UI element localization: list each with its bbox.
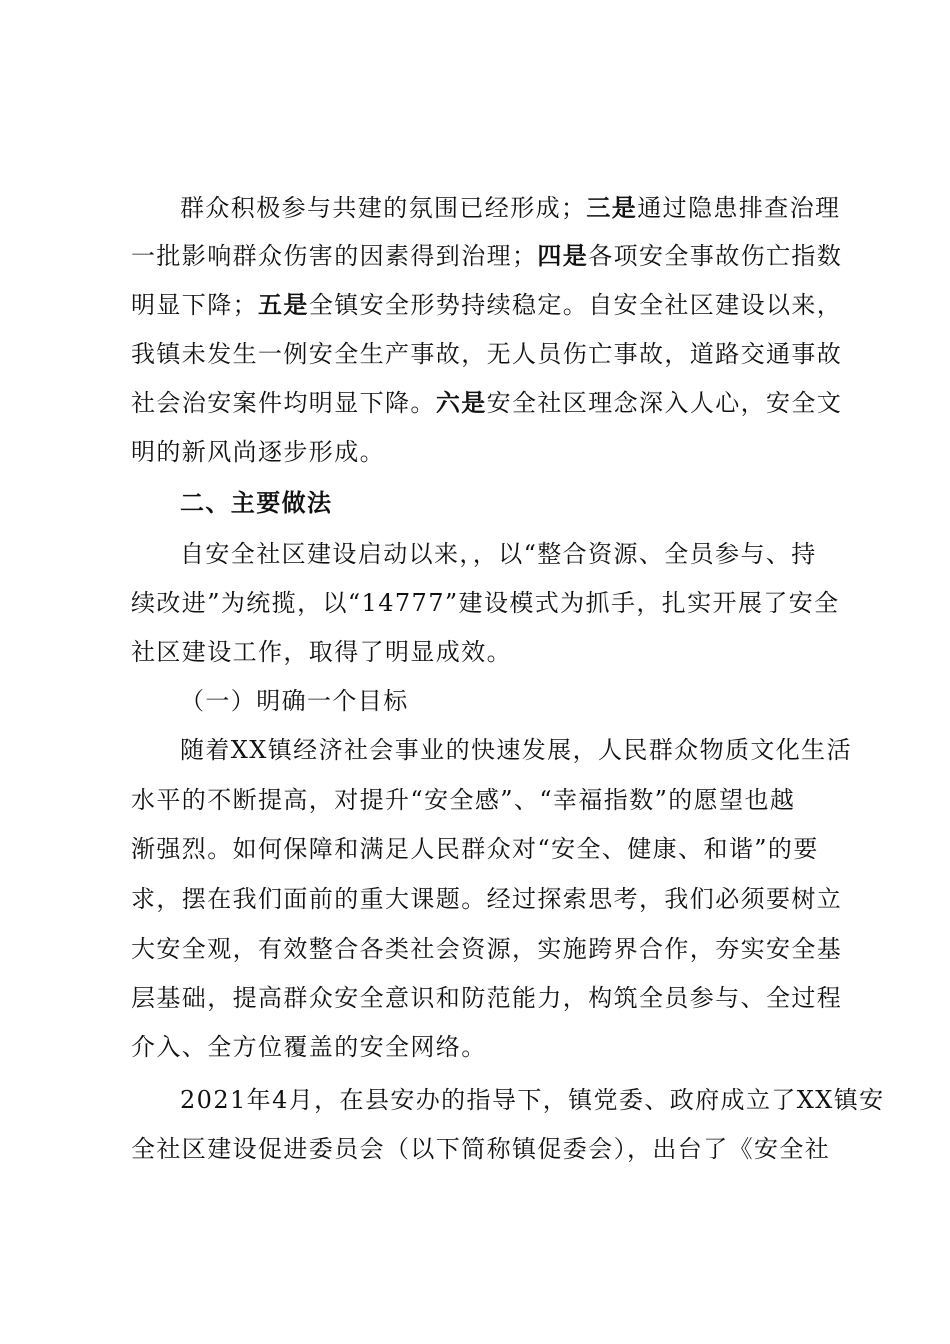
bold-marker: 三是 [586, 193, 638, 222]
last-paragraph-line-1: 2021年4月，在县安办的指导下，镇党委、政府成立了XX镇安 [180, 1086, 885, 1114]
intro-line-1: 自安全社区建设启动以来，，以“整合资源、全员参与、持 [180, 540, 817, 568]
paragraph-1-line-4: 我镇未发生一例安全生产事故，无人员伤亡事故，道路交通事故 [131, 340, 843, 368]
body-line-6: 层基础，提高群众安全意识和防范能力，构筑全员参与、全过程 [131, 984, 843, 1012]
body-line-3: 渐强烈。如何保障和满足人民群众对“安全、健康、和谐”的要 [131, 835, 819, 863]
body-line-7: 介入、全方位覆盖的安全网络。 [131, 1033, 487, 1061]
bold-marker: 五是 [258, 290, 309, 319]
body-line-5: 大安全观，有效整合各类社会资源，实施跨界合作，夯实安全基 [131, 935, 843, 963]
paragraph-1-line-5 [131, 388, 842, 418]
body-line-2: 水平的不断提高，对提升“安全感”、“幸福指数”的愿望也越 [131, 786, 796, 814]
text-run: 群众积极参与共建的氛围已经形成； [180, 194, 587, 222]
text-run: 通过隐患排查治理 [637, 194, 841, 222]
bold-marker: 四是 [537, 241, 589, 270]
text-run: 社会治安案件均明显下降。 [131, 389, 436, 417]
section-heading: 二、主要做法 [180, 488, 333, 517]
text-run: 各项安全事故伤亡指数 [588, 242, 843, 270]
body-line-4: 求，摆在我们面前的重大课题。经过探索思考，我们必须要树立 [131, 885, 843, 913]
paragraph-1-line-2 [131, 241, 842, 271]
paragraph-1-line-3 [131, 290, 842, 320]
paragraph-1-line-1 [180, 193, 840, 223]
paragraph-1-line-6: 明的新风尚逐步形成。 [131, 438, 385, 466]
intro-line-2: 续改进”为统揽，以“14777”建设模式为抓手，扎实开展了安全 [131, 589, 840, 617]
body-line-1: 随着XX镇经济社会事业的快速发展，人民群众物质文化生活 [180, 736, 852, 764]
text-run: 明显下降； [131, 291, 258, 319]
text-run: 安全社区理念深入人心，安全文 [486, 389, 843, 417]
bold-marker: 六是 [435, 388, 487, 417]
intro-line-3: 社区建设工作，取得了明显成效。 [131, 638, 512, 666]
text-run: 一批影响群众伤害的因素得到治理； [131, 242, 538, 270]
text-run: 全镇安全形势持续稳定。自安全社区建设以来， [308, 291, 843, 319]
subheading: （一）明确一个目标 [180, 687, 409, 715]
last-paragraph-line-2: 全社区建设促进委员会（以下简称镇促委会），出台了《安全社 [131, 1135, 831, 1163]
